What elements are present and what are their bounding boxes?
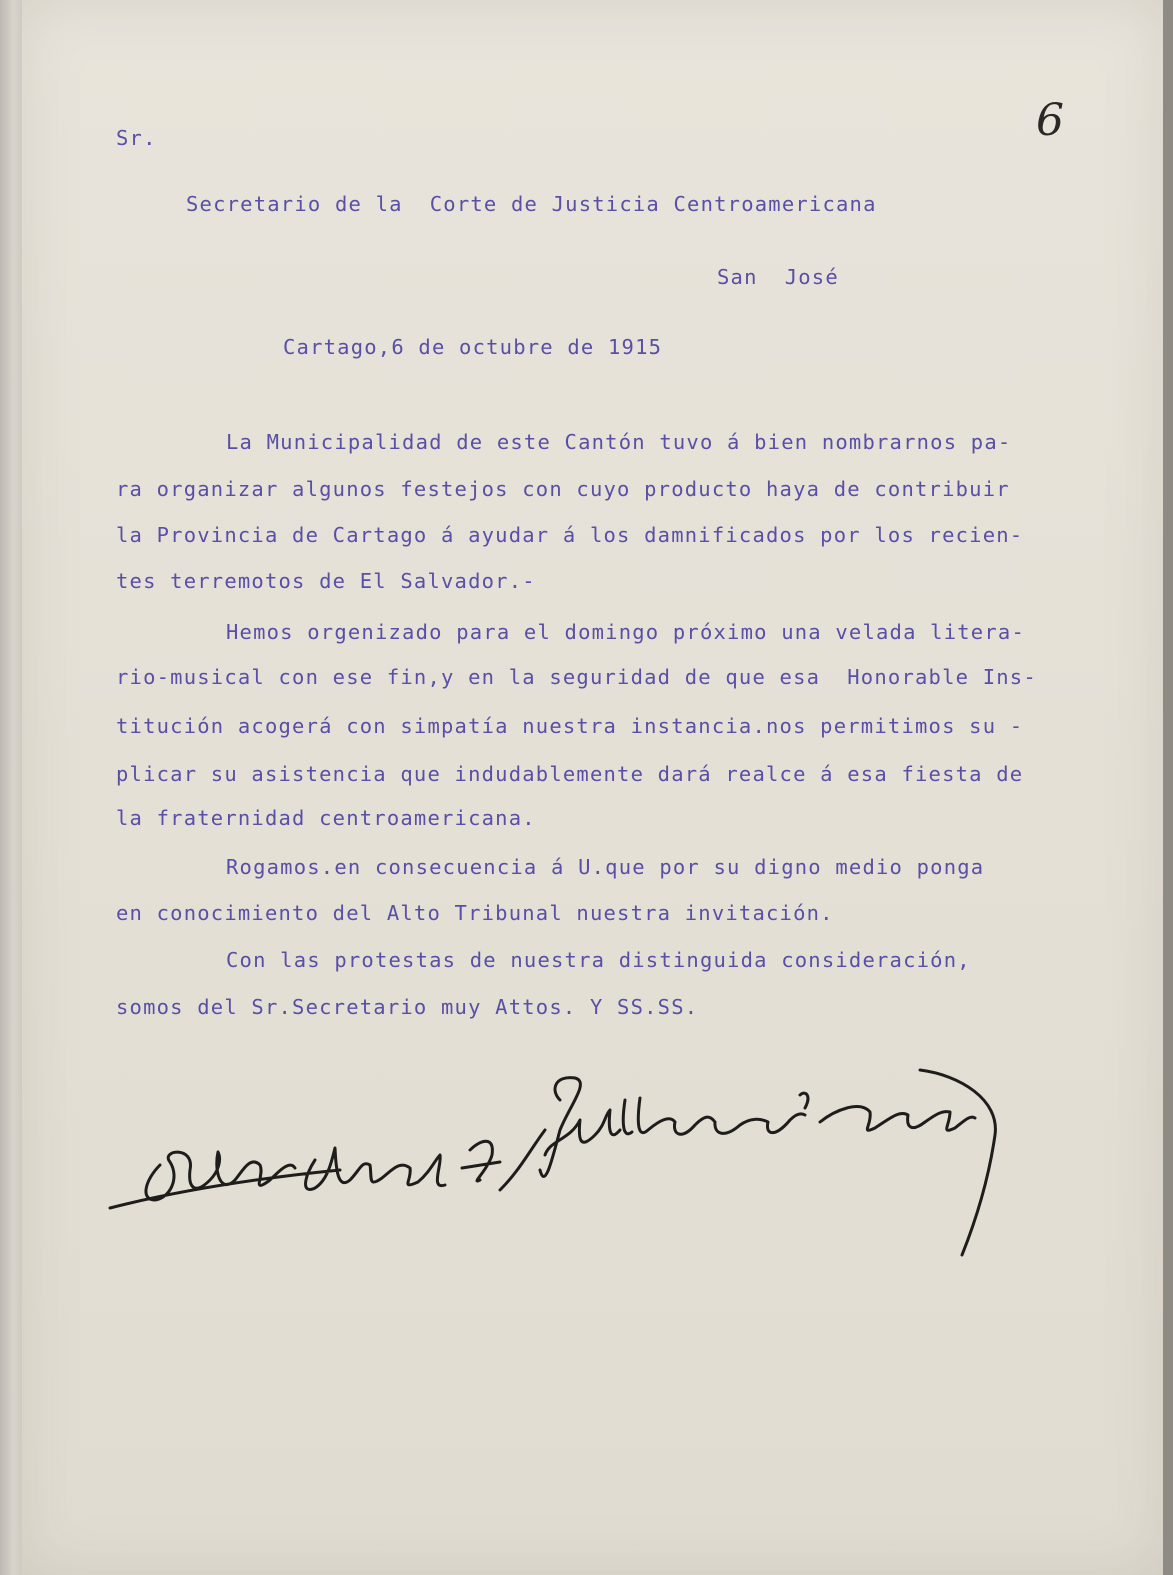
body-line: titución acogerá con simpatía nuestra instancia.nos permitimos su -: [116, 714, 1024, 738]
recipient-city: San José: [717, 265, 839, 289]
body-line: la Provincia de Cartago á ayudar á los damnificados por los recien-: [116, 523, 1024, 547]
letter-page: [22, 0, 1163, 1575]
signature-guillermo-mata: [540, 1070, 995, 1255]
body-line: somos del Sr.Secretario muy Attos. Y SS.SS.: [116, 995, 699, 1019]
binding-edge: [0, 0, 22, 1575]
body-line: tes terremotos de El Salvador.-: [116, 569, 536, 593]
date-line: Cartago,6 de octubre de 1915: [283, 335, 663, 359]
signatures: [100, 1060, 1020, 1280]
salutation: Sr.: [116, 126, 157, 150]
page-number: 6: [1036, 95, 1064, 146]
recipient-title: Secretario de la Corte de Justicia Centroamericana: [186, 192, 877, 216]
body-line: rio-musical con ese fin,y en la seguridad de que esa Honorable Ins-: [116, 665, 1037, 689]
body-line: en conocimiento del Alto Tribunal nuestra invitación.: [116, 901, 834, 925]
body-line: Hemos orgenizado para el domingo próximo una velada litera-: [226, 620, 1025, 644]
signature-selim-arias: [110, 1130, 545, 1208]
body-line: plicar su asistencia que indudablemente dará realce á esa fiesta de: [116, 762, 1024, 786]
body-line: la fraternidad centroamericana.: [116, 806, 536, 830]
body-line: Rogamos.en consecuencia á U.que por su digno medio ponga: [226, 855, 985, 879]
body-line: ra organizar algunos festejos con cuyo producto haya de contribuir: [116, 477, 1010, 501]
body-line: La Municipalidad de este Cantón tuvo á bien nombrarnos pa-: [226, 430, 1012, 454]
body-line: Con las protestas de nuestra distinguida consideración,: [226, 948, 971, 972]
